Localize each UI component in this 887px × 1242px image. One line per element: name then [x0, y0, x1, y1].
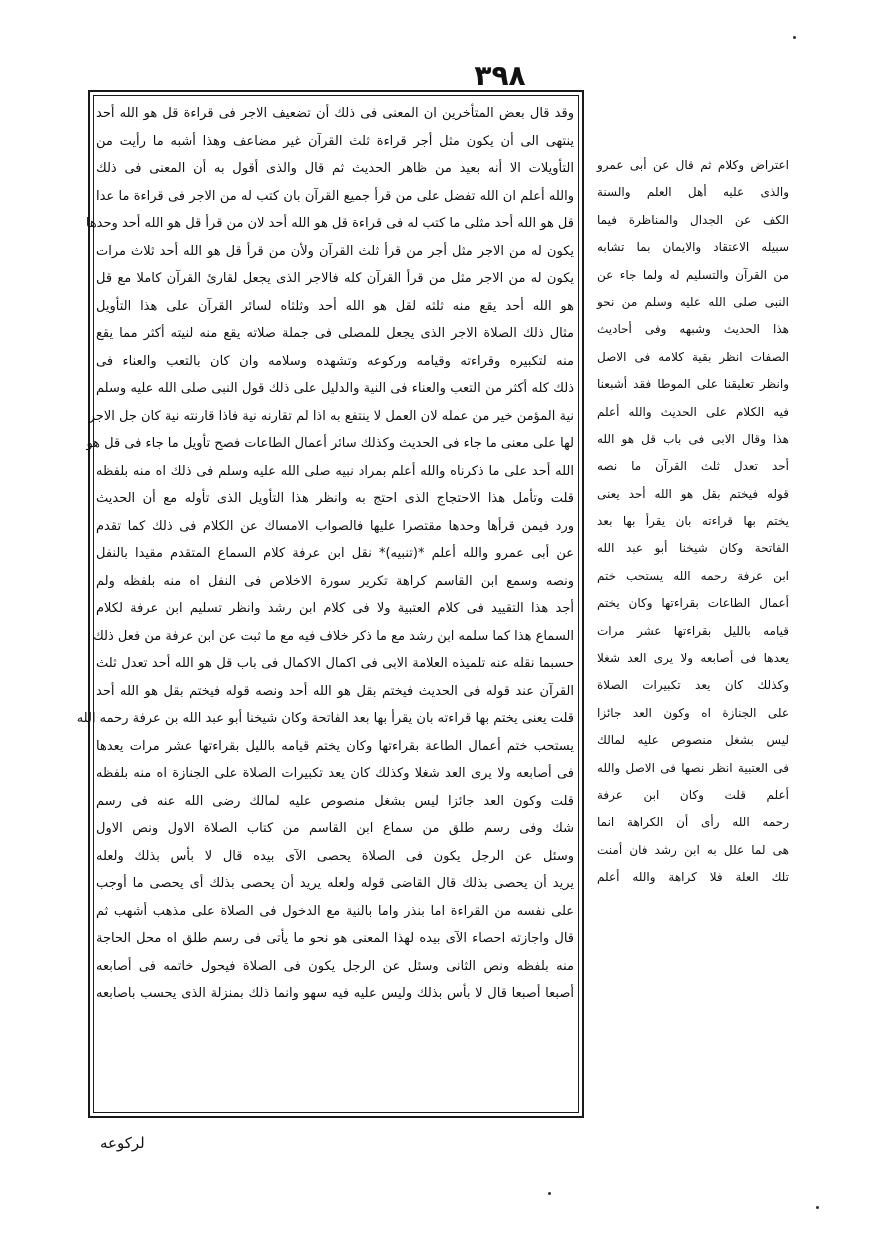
- main-text-line: يكون له من الاجر مثل من قرأ القرآن كله فالاجر الذى يجعل لقارئ القرآن كاملا مع قل: [96, 271, 574, 286]
- main-text-line: مثال ذلك الصلاة الاجر الذى يجعل للمصلى فى جملة صلاته يقع منه لنيته أكثر مما يقع: [96, 326, 574, 341]
- main-text-line: السماع هذا كما سلمه ابن رشد مع ما ذكر خلاف فيه مع ما ثبت عن ابن عرفة من فعل ذلك: [93, 628, 574, 644]
- main-text-line: التأويلات الا أنه بعيد من ظاهر الحديث ثم قال والذى أقول به أن المعنى فى ذلك: [96, 161, 574, 176]
- main-text-line: الله أحد على ما ذكرناه والله أعلم بمراد نبيه صلى الله عليه وسلم فى ذلك اه منه بلفظه: [96, 463, 574, 479]
- margin-text-line: هذا وقال الابى فى باب قل هو الله: [597, 431, 789, 446]
- margin-text-line: ليس بشغل منصوص عليه لمالك: [597, 733, 789, 748]
- page-number: ٣٩٨: [474, 59, 526, 92]
- margin-text-line: على الجنازة اه وكون العد جائزا: [597, 705, 789, 720]
- main-text-line: ونصه وسمع ابن القاسم كراهة تكرير سورة الاخلاص فى النفل اه منه بلفظه ولم: [96, 573, 574, 589]
- catchword: لركوعه: [100, 1134, 145, 1152]
- main-text-line: قل هو الله أحد مثلى ما كتب له فى قراءة قل هو الله أحد لان من قرأ قل هو الله أحد وحدها: [85, 216, 574, 231]
- ink-speck: [793, 36, 796, 39]
- main-text-line: منه لتكبيره وقراءته وقيامه وركوعه وتشهده وسلامه وان كان بالتعب والعناء فى: [96, 353, 574, 369]
- margin-text-line: من القرآن والتسليم له ولما جاء عن: [597, 267, 789, 282]
- main-text-line: على نفسه من القراءة اما بنذر واما بالنية مع الدخول فى الصلاة على مذهب أشهب ثم: [96, 903, 574, 919]
- margin-text-line: الكف عن الجدال والمناظرة فيما: [597, 212, 789, 227]
- main-text-line: قال واجازته احصاء الآى بيده لهذا المعنى هو نحو ما يأتى فى رسم طلق اه محل الحاجة: [96, 931, 574, 946]
- main-text-line: أجد هذا التقييد فى كلام العتبية ولا فى كلام ابن رشد وانظر تسليم ابن عرفة لكلام: [96, 601, 574, 616]
- main-text-line: والله أعلم ان الله تفضل على من قرأ جميع القرآن بان كتب له من الاجر فى قراءة ما عدا: [96, 188, 574, 204]
- margin-text-line: وكذلك كان يعد تكبيرات الصلاة: [597, 678, 789, 693]
- main-text-line: يستحب ختم أعمال الطاعة بقراءتها وكان يختم قيامه بالليل بقراءتها عشر مرات يعدها: [96, 738, 574, 754]
- main-text-line: هو الله أحد يقع منه ثلثه لقل هو الله أحد وثلثاه لسائر القرآن على هذا التأويل: [96, 298, 574, 314]
- margin-text-line: وانظر تعليقنا على الموطا فقد أشبعنا: [597, 377, 789, 392]
- margin-text-line: ابن عرفة رحمه الله يستحب ختم: [597, 568, 789, 583]
- main-text-line: لها على معنى ما جاء فى الحديث وكذلك سائر أعمال الطاعات فصح تأويل ما جاء فى قل هو: [86, 436, 574, 451]
- margin-commentary: [597, 152, 789, 885]
- margin-text-line: قيامه بالليل بقراءتها عشر مرات: [597, 623, 789, 638]
- margin-text-line: الفاتحة وكان شيخنا أبو عبد الله: [597, 541, 789, 556]
- ink-speck: [816, 1206, 819, 1209]
- main-text-line: قلت وتأمل هذا الاحتجاج الذى احتج به وانظر هذا التأويل الذى تأوله مع أن الحديث: [96, 491, 574, 506]
- main-text-line: أصبعا أصبعا قال لا بأس بذلك وليس عليه فيه سهو وانما ذلك بمنزلة الذى يحسب باصابعه: [96, 986, 574, 1001]
- margin-text-line: سبيله الاعتقاد والايمان بما تشابه: [597, 240, 789, 255]
- main-text-line: القرآن عند قوله فى الحديث فيختم بقل هو الله أحد ونصه قوله فيختم بقل هو الله أحد: [96, 683, 574, 699]
- margin-text-line: النبى صلى الله عليه وسلم من نحو: [597, 294, 789, 309]
- margin-text-line: أعلم قلت وكان ابن عرفة: [597, 787, 789, 802]
- main-text-line: شك وفى رسم طلق من سماع ابن القاسم من كتاب الصلاة الاول ونص الاول: [96, 821, 574, 836]
- margin-text-line: يختم بها قراءته بان يقرأ بها بعد: [597, 514, 789, 529]
- main-text-line: فى أصابعه ولا يرى العد شغلا وكذلك كان يعد تكبيرات الصلاة على الجنازة اه منه بلفظه: [96, 766, 574, 781]
- margin-text-line: رحمه الله رأى أن الكراهة انما: [597, 815, 789, 830]
- main-text-line: منه بلفظه ونص الثانى وسئل عن الرجل يكون فى الصلاة فيحول خاتمه فى أصابعه: [96, 958, 574, 974]
- margin-text-line: والذى عليه أهل العلم والسنة: [597, 185, 789, 200]
- margin-text-line: فيه الكلام على الحديث والله أعلم: [597, 404, 789, 419]
- margin-text-line: قوله فيختم بقل هو الله أحد يعنى: [597, 486, 789, 501]
- main-text-line: قلت يعنى يختم بها قراءته بان يقرأ بها بعد الفاتحة وكان شيخنا أبو عبد الله بن عرفة رحمه الله: [76, 711, 574, 726]
- margin-text-line: اعتراض وكلام ثم قال عن أبى عمرو: [597, 158, 789, 172]
- main-text-line: حسبما نقله عنه تلميذه العلامة الابى فى اكمال الاكمال فى باب قل هو الله أحد تعدل ثلث: [96, 656, 574, 671]
- main-text-line: عن أبى عمرو والله أعلم *(تنبيه)* نقل ابن عرفة كلام السماع المتقدم مقيدا بالنفل: [96, 546, 574, 561]
- main-text-line: يكون له من الاجر مثل أجر من قرأ ثلث القرآن ولأن من قرأ قل هو الله أحد ثلاث مرات: [96, 243, 574, 259]
- main-text-line: وقد قال بعض المتأخرين ان المعنى فى ذلك أن تضعيف الاجر فى قراءة قل هو الله أحد: [96, 106, 574, 121]
- main-text-line: ورد فيمن قرأها وحدها مقتصرا عليها فالصواب الامساك عن الكلام فى ذلك كما تقدم: [96, 518, 574, 534]
- main-text-block: [76, 100, 574, 1108]
- margin-text-line: أعمال الطاعات بقراءتها وكان يختم: [597, 596, 789, 611]
- ink-speck: [548, 1192, 551, 1195]
- margin-text-line: هى لما علل به ابن رشد فان أمنت: [597, 842, 789, 857]
- main-text-line: قلت وكون العد جائزا ليس بشغل منصوص عليه لمالك رضى الله عنه فى رسم: [96, 793, 574, 809]
- margin-text-line: هذا الحديث وشبهه وفى أحاديث: [597, 322, 789, 337]
- main-text-line: ينتهى الى أن يكون مثل أجر قراءة ثلث القرآن غير مضاعف وهذا أشبه ما رأيت من: [96, 133, 574, 149]
- margin-text-line: أحد تعدل ثلث القرآن ما نصه: [597, 459, 789, 474]
- main-text-line: ذلك كله أكثر من التعب والعناء فى النية والدليل على ذلك قول النبى صلى الله عليه وسلم: [96, 381, 574, 396]
- margin-text-line: يعدها فى أصابعه ولا يرى العد شغلا: [597, 651, 789, 666]
- margin-text-line: تلك العلة فلا كراهة والله أعلم: [597, 870, 789, 885]
- main-text-line: نية المؤمن خير من عمله لان العمل لا ينتفع به اذا لم تقارنه نية فاذا قارنته نية كان جل الاجر: [88, 408, 574, 424]
- margin-text-line: فى العتبية انظر نصها فى الاصل والله: [597, 760, 789, 775]
- main-text-line: وسئل عن الرجل يكون فى الصلاة يحصى الآى بيده قال لا بأس بذلك ولعله: [96, 848, 574, 864]
- main-text-line: يريد أن يحصى بذلك قال القاضى قوله ولعله يريد أن يحصى بذلك أى يحصى ما أوجب: [96, 876, 574, 891]
- margin-text-line: الصفات انظر بقية كلامه فى الاصل: [597, 349, 789, 364]
